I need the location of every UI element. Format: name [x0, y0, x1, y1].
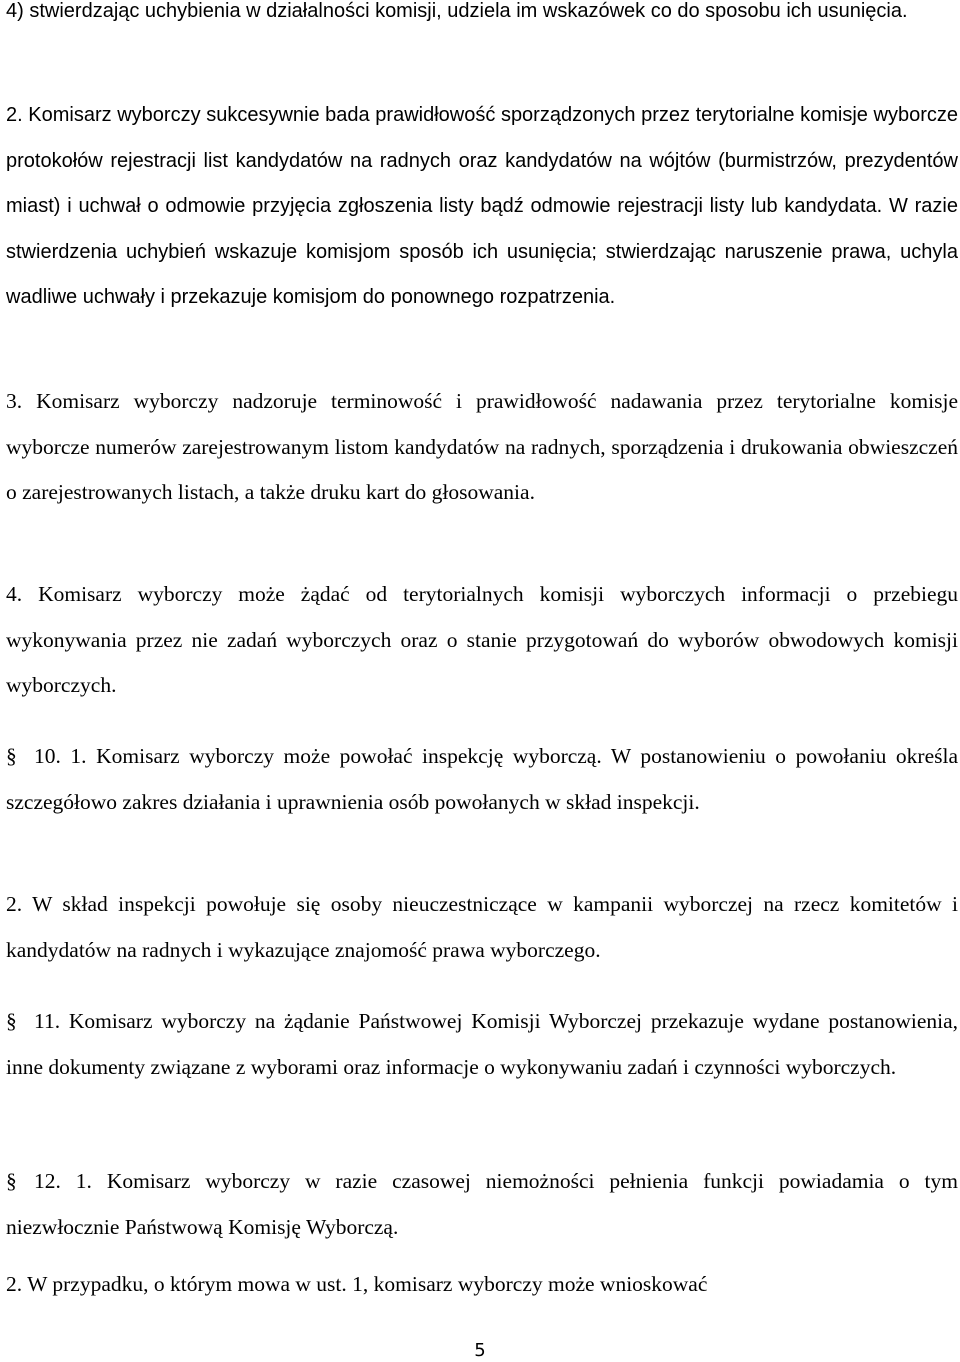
article-12-section-1-text: 12. 1. Komisarz wyborczy w razie czasowej niemożności pełnienia funkcji powiadamia o tym niezwłocznie Państwową Komisję Wyborczą.	[6, 1169, 958, 1239]
article-11	[6, 999, 958, 1090]
article-12-section-2: 2. W przypadku, o którym mowa w ust. 1, komisarz wyborczy może wnioskować	[6, 1272, 708, 1296]
article-10-section-1-text: 10. 1. Komisarz wyborczy może powołać inspekcję wyborczą. W postanowieniu o powołaniu określa szczegółowo zakres działania i uprawnienia osób powołanych w skład inspekcji.	[6, 744, 958, 814]
section-sign-icon: §	[6, 1169, 17, 1193]
paragraph-3: 3. Komisarz wyborczy nadzoruje terminowość i prawidłowość nadawania przez terytorialne komisje wyborcze numerów zarejestrowanym listom kandydatów na radnych, sporządzenia i drukowania obwieszczeń o zarejestrowanych listach, a także druku kart do głosowania.	[6, 389, 958, 504]
article-10-section-2: 2. W skład inspekcji powołuje się osoby nieuczestniczące w kampanii wyborczej na rzecz komitetów i kandydatów na radnych i wykazujące znajomość prawa wyborczego.	[6, 892, 958, 962]
section-sign-icon: §	[6, 744, 17, 768]
paragraph-2: 2. Komisarz wyborczy sukcesywnie bada prawidłowość sporządzonych przez terytorialne komisje wyborcze protokołów rejestracji list kandydatów na radnych oraz kandydatów na wójtów (burmistrzów, prezydentów miast) i uchwał o odmowie przyjęcia zgłoszenia listy bądź odmowie rejestracji listy lub kandydata. W razie stwierdzenia uchybień wskazuje komisjom sposób ich usunięcia; stwierdzając naruszenie prawa, uchyla wadliwe uchwały i przekazuje komisjom do ponownego rozpatrzenia.	[6, 104, 958, 308]
section-sign-icon: §	[6, 1009, 17, 1033]
list-item-4: 4) stwierdzając uchybienia w działalności komisji, udziela im wskazówek co do sposobu ich usunięcia.	[6, 0, 908, 22]
page-number: 5	[474, 1340, 486, 1361]
article-11-text: 11. Komisarz wyborczy na żądanie Państwowej Komisji Wyborczej przekazuje wydane postanowienia, inne dokumenty związane z wyborami oraz informacje o wykonywaniu zadań i czynności wyborczych.	[6, 1009, 958, 1079]
article-12-section-1	[6, 1159, 958, 1250]
article-10-section-1	[6, 734, 958, 825]
paragraph-4: 4. Komisarz wyborczy może żądać od terytorialnych komisji wyborczych informacji o przebiegu wykonywania przez nie zadań wyborczych oraz o stanie przygotowań do wyborów obwodowych komisji wyborczych.	[6, 582, 958, 697]
